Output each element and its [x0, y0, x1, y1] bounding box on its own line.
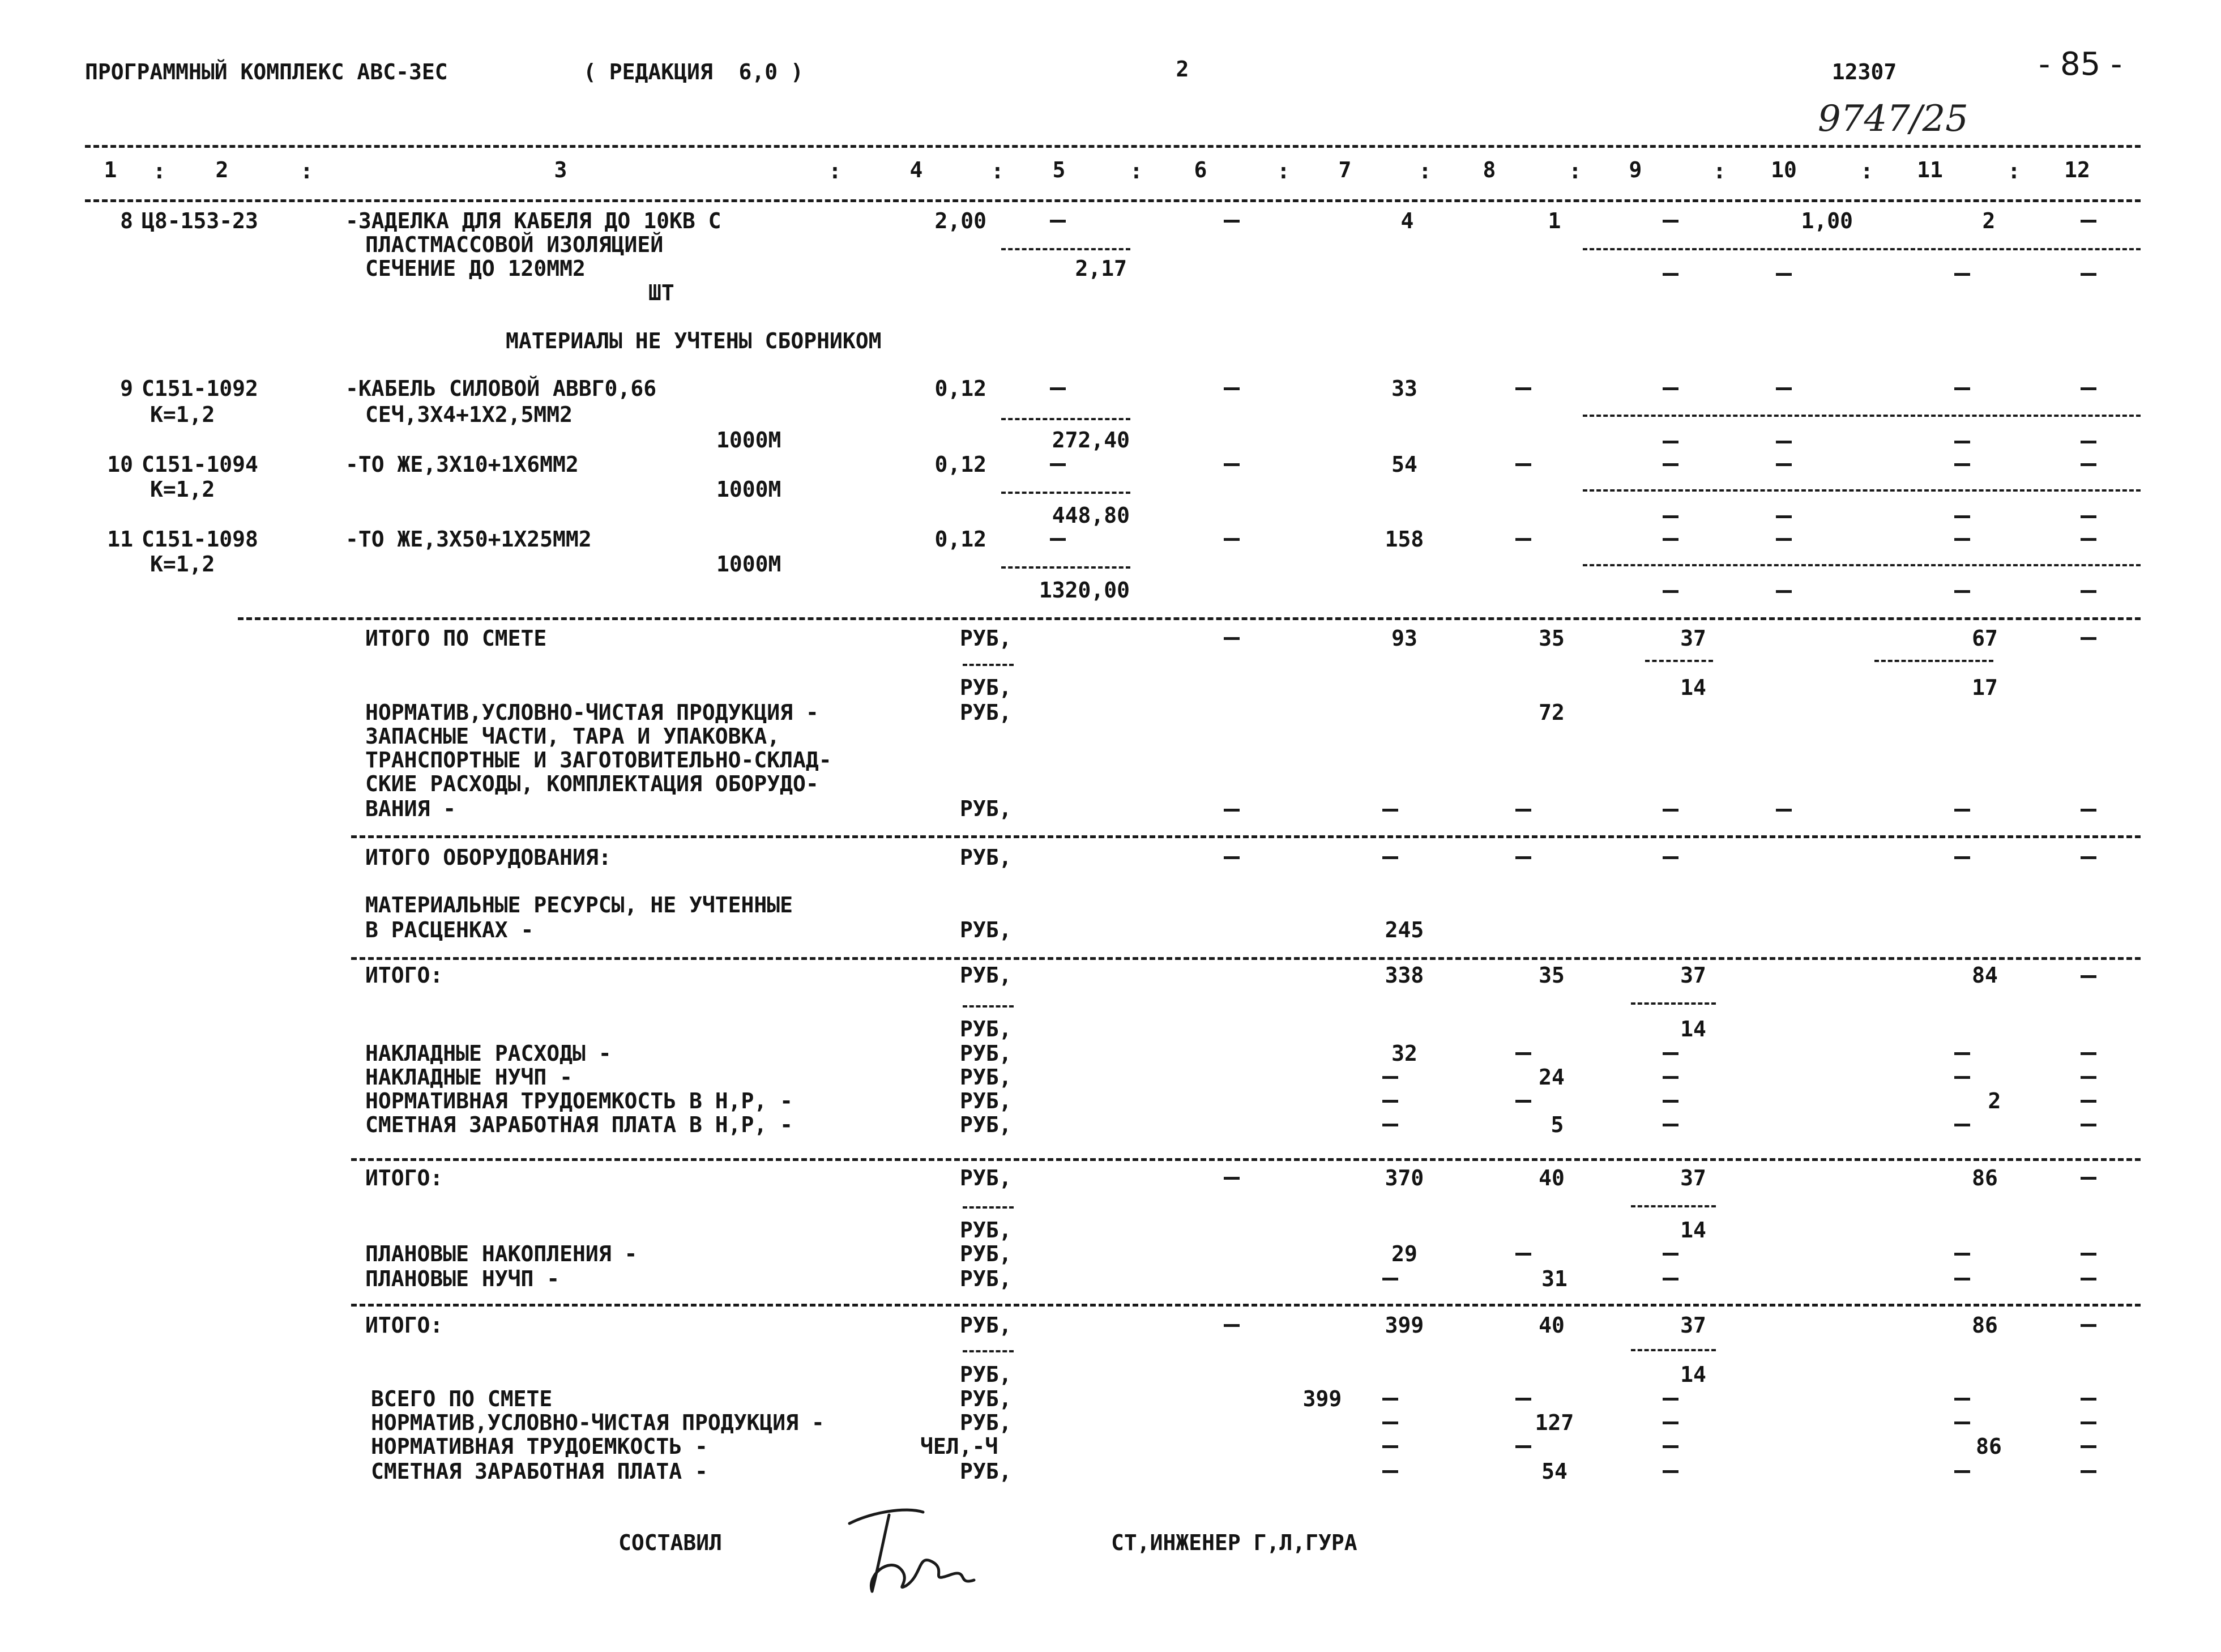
- empty-cell-dash: [2081, 637, 2096, 640]
- empty-cell-dash: [1224, 637, 1240, 640]
- empty-cell-dash: [1663, 538, 1678, 541]
- program-title: ПРОГРАММНЫЙ КОМПЛЕКС АВС-ЗЕС: [85, 59, 448, 84]
- col-5: 5: [1052, 157, 1066, 182]
- empty-cell-dash: [2081, 1324, 2096, 1327]
- empty-cell-dash: [1515, 463, 1531, 466]
- empty-cell-dash: [2081, 1470, 2096, 1473]
- item-desc: -ТО ЖЕ,3Х10+1Х6ММ2: [345, 452, 579, 477]
- col-1: 1: [104, 157, 117, 182]
- empty-cell-dash: [1954, 441, 1970, 443]
- item-desc: -КАБЕЛЬ СИЛОВОЙ АВВГ0,66: [345, 376, 657, 401]
- empty-cell-dash: [2081, 273, 2096, 276]
- compiled-label: СОСТАВИЛ: [618, 1530, 723, 1555]
- empty-cell-dash: [2081, 1422, 2096, 1424]
- normativ-label: НОРМАТИВ,УСЛОВНО-ЧИСТАЯ ПРОДУКЦИЯ -: [365, 700, 819, 725]
- empty-cell-dash: [1382, 1422, 1398, 1424]
- empty-cell-dash: [1663, 515, 1678, 518]
- empty-cell-dash: [1224, 809, 1240, 812]
- empty-cell-dash: [1050, 220, 1066, 223]
- empty-cell-dash: [1382, 1470, 1398, 1473]
- col-4: 4: [909, 157, 923, 182]
- sheet-number: 2: [1176, 57, 1189, 82]
- empty-cell-dash: [1382, 1445, 1398, 1448]
- empty-cell-dash: [1954, 590, 1970, 593]
- empty-cell-dash: [1776, 273, 1792, 276]
- empty-cell-dash: [1050, 538, 1066, 541]
- empty-cell-dash: [2081, 856, 2096, 859]
- empty-cell-dash: [1954, 515, 1970, 518]
- empty-cell-dash: [1954, 809, 1970, 812]
- document-page: ПРОГРАММНЫЙ КОМПЛЕКС АВС-ЗЕС ( РЕДАКЦИЯ 6,0 ) 2 12307 - 85 - 9747/25 1 2 3 4 5 6 7 8 9 10 11 12 : : : : : : : : : : : 8 Ц8-153-23 -ЗАДЕЛКА ДЛЯ КАБЕЛЯ ДО 10КВ С ПЛАСТМАССОВОЙ ИЗОЛЯЦИЕЙ СЕЧЕНИЕ ДО 120ММ2 ШТ 2,00 2,17 4 1 1,00 2 МАТЕРИАЛЫ НЕ УЧТЕНЫ СБОРНИКОМ 9 С151-1092 К=1,2 -КАБЕЛЬ СИЛОВОЙ АВВГ0,66 СЕЧ,3Х4+1Х2,5ММ2 1000М 0,12 272,40 33 10 С151-1094 К=1,2 -ТО ЖЕ,3Х10+1Х6ММ2 1000М 0,12 448,80 54 11 С151-1098 К=1,2 -ТО ЖЕ,3Х50+1Х25ММ2 1000М 0,12 1320,00 158 ИТОГО ПО СМЕТЕ РУБ, РУБ, 93 35 37 14 67 17 НОРМАТИВ,УСЛОВНО-ЧИСТАЯ ПРОДУКЦИЯ - РУБ, 72 ЗАПАСНЫЕ ЧАСТИ, ТАРА И УПАКОВКА, ТРАНСПОРТНЫЕ И ЗАГОТОВИТЕЛЬНО-СКЛАД- СКИЕ РАСХОДЫ, КОМПЛЕКТАЦИЯ ОБОРУДО- ВАНИЯ - РУБ, ИТОГО ОБОРУДОВАНИЯ: РУБ, МАТЕРИАЛЬНЫЕ РЕСУРСЫ, НЕ УЧТЕННЫЕ В РАСЦЕНКАХ - РУБ, 245 ИТОГО: РУБ, РУБ, 338 35 37 14 84 НАКЛАДНЫЕ РАСХОДЫ - РУБ, 32 НАКЛАДНЫЕ НУЧП - РУБ, 24 НОРМАТИВНАЯ ТРУДОЕМКОСТЬ В Н,Р, - РУБ, 2 СМЕТНАЯ ЗАРАБОТНАЯ ПЛАТА В Н,Р, - РУБ, 5 ИТОГО: РУБ, РУБ, 370 40 37 14 86 ПЛАНОВЫЕ НАКОПЛЕНИЯ - РУБ, 29 ПЛАНОВЫЕ НУЧП - РУБ, 31 ИТОГО: РУБ, РУБ, 399 40 37 14 86 ВСЕГО ПО СМЕТЕ РУБ, 399 НОРМАТИВ,УСЛОВНО-ЧИСТАЯ ПРОДУКЦИЯ - РУБ, 127 НОРМАТИВНАЯ ТРУДОЕМКОСТЬ - ЧЕЛ,-Ч 86 СМЕТНАЯ ЗАРАБОТНАЯ ПЛАТА - РУБ, 54 СОСТАВИЛ СТ,ИНЖЕНЕР Г,Л,ГУРА: [0, 0, 2221, 1652]
- col-3: 3: [554, 157, 567, 182]
- empty-cell-dash: [1050, 387, 1066, 390]
- empty-cell-dash: [1776, 387, 1792, 390]
- empty-cell-dash: [1382, 809, 1398, 812]
- empty-cell-dash: [1663, 1445, 1678, 1448]
- empty-cell-dash: [1515, 856, 1531, 859]
- empty-cell-dash: [1776, 515, 1792, 518]
- empty-cell-dash: [1515, 538, 1531, 541]
- empty-cell-dash: [2081, 1445, 2096, 1448]
- empty-cell-dash: [2081, 441, 2096, 443]
- empty-cell-dash: [2081, 538, 2096, 541]
- empty-cell-dash: [1515, 1253, 1531, 1256]
- empty-cell-dash: [1954, 856, 1970, 859]
- empty-cell-dash: [1954, 1052, 1970, 1055]
- empty-cell-dash: [1515, 1100, 1531, 1103]
- empty-cell-dash: [1663, 1398, 1678, 1401]
- empty-cell-dash: [1515, 1052, 1531, 1055]
- empty-cell-dash: [1954, 1076, 1970, 1079]
- empty-cell-dash: [1954, 1124, 1970, 1126]
- item-unit: 1000М: [716, 552, 781, 577]
- empty-cell-dash: [1382, 1076, 1398, 1079]
- empty-cell-dash: [1663, 1076, 1678, 1079]
- empty-cell-dash: [2081, 1253, 2096, 1256]
- empty-cell-dash: [1954, 538, 1970, 541]
- item-unit: ШТ: [648, 280, 674, 305]
- empty-cell-dash: [1663, 590, 1678, 593]
- empty-cell-dash: [1382, 856, 1398, 859]
- col-11: 11: [1917, 157, 1943, 182]
- empty-cell-dash: [1382, 1100, 1398, 1103]
- empty-cell-dash: [2081, 590, 2096, 593]
- item-qty: 2,00: [934, 208, 986, 233]
- empty-cell-dash: [1776, 590, 1792, 593]
- item-desc: -ЗАДЕЛКА ДЛЯ КАБЕЛЯ ДО 10КВ С: [345, 208, 721, 233]
- item-code: Ц8-153-23: [142, 208, 258, 233]
- empty-cell-dash: [1224, 1177, 1240, 1180]
- empty-cell-dash: [1663, 463, 1678, 466]
- col-7: 7: [1338, 157, 1352, 182]
- empty-cell-dash: [2081, 1076, 2096, 1079]
- empty-cell-dash: [1663, 1278, 1678, 1280]
- empty-cell-dash: [2081, 220, 2096, 223]
- empty-cell-dash: [1515, 809, 1531, 812]
- empty-cell-dash: [2081, 1052, 2096, 1055]
- col-2: 2: [215, 157, 229, 182]
- empty-cell-dash: [1224, 463, 1240, 466]
- empty-cell-dash: [1663, 1100, 1678, 1103]
- empty-cell-dash: [1663, 1422, 1678, 1424]
- empty-cell-dash: [1776, 463, 1792, 466]
- signature-icon: [838, 1489, 985, 1603]
- empty-cell-dash: [1224, 387, 1240, 390]
- empty-cell-dash: [2081, 463, 2096, 466]
- empty-cell-dash: [2081, 387, 2096, 390]
- empty-cell-dash: [1776, 809, 1792, 812]
- empty-cell-dash: [1663, 809, 1678, 812]
- total-equipment-label: ИТОГО ОБОРУДОВАНИЯ:: [365, 845, 612, 870]
- empty-cell-dash: [1382, 1398, 1398, 1401]
- empty-cell-dash: [1663, 1124, 1678, 1126]
- header-bottom-rule: [85, 199, 2141, 202]
- empty-cell-dash: [1224, 538, 1240, 541]
- empty-cell-dash: [1954, 463, 1970, 466]
- col-10: 10: [1771, 157, 1797, 182]
- empty-cell-dash: [1224, 1324, 1240, 1327]
- edition-label: ( РЕДАКЦИЯ 6,0 ): [583, 59, 804, 84]
- document-code: 12307: [1831, 59, 1897, 84]
- empty-cell-dash: [1663, 441, 1678, 443]
- empty-cell-dash: [1954, 1253, 1970, 1256]
- empty-cell-dash: [2081, 1177, 2096, 1180]
- empty-cell-dash: [1954, 387, 1970, 390]
- empty-cell-dash: [1050, 463, 1066, 466]
- col-9: 9: [1629, 157, 1642, 182]
- empty-cell-dash: [1663, 387, 1678, 390]
- empty-cell-dash: [1663, 273, 1678, 276]
- empty-cell-dash: [1224, 220, 1240, 223]
- empty-cell-dash: [2081, 515, 2096, 518]
- item-desc: -ТО ЖЕ,3Х50+1Х25ММ2: [345, 527, 592, 552]
- table-top-rule: [85, 145, 2141, 148]
- empty-cell-dash: [1663, 220, 1678, 223]
- item-unit: 1000М: [716, 428, 781, 453]
- item-unit: 1000М: [716, 477, 781, 502]
- empty-cell-dash: [1224, 856, 1240, 859]
- item-code: С151-1094: [142, 452, 258, 477]
- empty-cell-dash: [1663, 856, 1678, 859]
- empty-cell-dash: [1515, 387, 1531, 390]
- empty-cell-dash: [1776, 538, 1792, 541]
- empty-cell-dash: [1954, 1470, 1970, 1473]
- col-12: 12: [2064, 157, 2090, 182]
- empty-cell-dash: [1954, 1422, 1970, 1424]
- empty-cell-dash: [1954, 1398, 1970, 1401]
- col-8: 8: [1483, 157, 1496, 182]
- empty-cell-dash: [2081, 1124, 2096, 1126]
- item-qty: 0,12: [934, 527, 986, 552]
- empty-cell-dash: [1515, 1398, 1531, 1401]
- empty-cell-dash: [1382, 1124, 1398, 1126]
- item-qty: 0,12: [934, 452, 986, 477]
- item-code: С151-1092: [142, 376, 258, 401]
- handwritten-number: 9747/25: [1818, 98, 1968, 140]
- section-label: МАТЕРИАЛЫ НЕ УЧТЕНЫ СБОРНИКОМ: [506, 328, 882, 353]
- col-6: 6: [1194, 157, 1207, 182]
- empty-cell-dash: [1663, 1470, 1678, 1473]
- empty-cell-dash: [2081, 975, 2096, 978]
- signer-name: СТ,ИНЖЕНЕР Г,Л,ГУРА: [1111, 1530, 1357, 1555]
- page-number: - 85 -: [2039, 46, 2122, 83]
- item-code: С151-1098: [142, 527, 258, 552]
- empty-cell-dash: [1663, 1052, 1678, 1055]
- empty-cell-dash: [1663, 1253, 1678, 1256]
- empty-cell-dash: [2081, 1100, 2096, 1103]
- empty-cell-dash: [2081, 1398, 2096, 1401]
- empty-cell-dash: [1382, 1278, 1398, 1280]
- empty-cell-dash: [2081, 1278, 2096, 1280]
- empty-cell-dash: [1515, 1445, 1531, 1448]
- empty-cell-dash: [2081, 809, 2096, 812]
- empty-cell-dash: [1776, 441, 1792, 443]
- item-qty: 0,12: [934, 376, 986, 401]
- empty-cell-dash: [1954, 1278, 1970, 1280]
- empty-cell-dash: [1954, 273, 1970, 276]
